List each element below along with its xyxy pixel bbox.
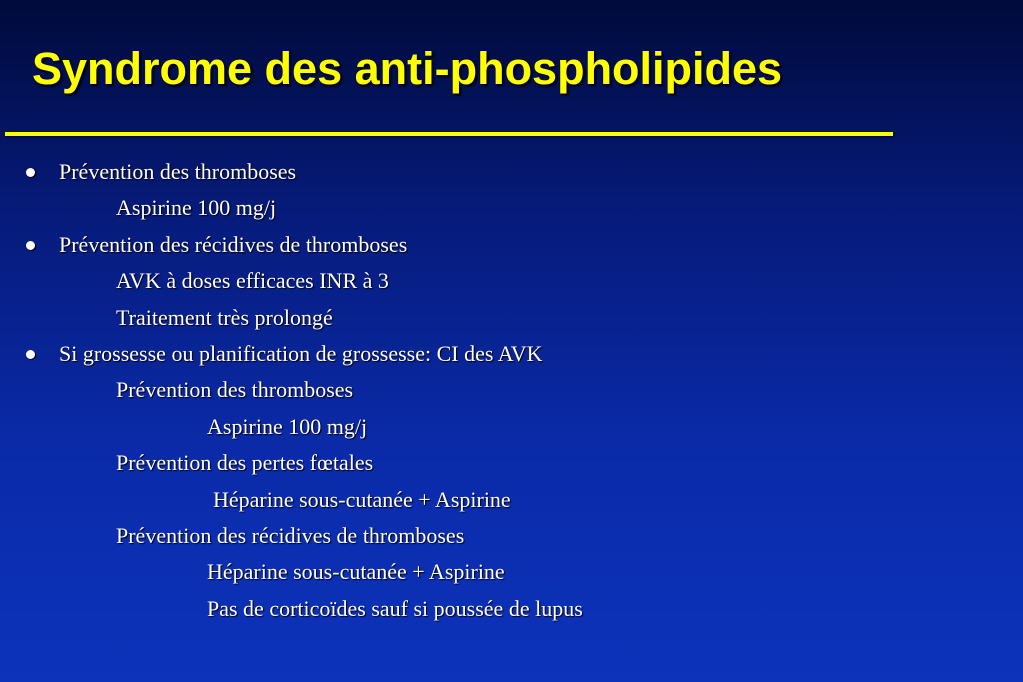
sub-item-text: Traitement très prolongé: [116, 304, 333, 330]
sub-item-text: Prévention des thromboses: [116, 377, 354, 403]
sub-sub-item: [0, 591, 1023, 627]
bullet-item: [0, 227, 1023, 263]
bullet-dot-icon: [26, 241, 35, 250]
bullet-text: Si grossesse ou planification de grossesse: CI des AVK: [59, 340, 543, 366]
sub-item-text: Prévention des pertes fœtales: [116, 450, 374, 476]
sub-sub-item-text: Héparine sous-cutanée + Aspirine: [207, 559, 505, 585]
sub-item: [0, 190, 1023, 226]
title-underline: [5, 132, 893, 136]
bullet-dot-icon: [26, 168, 35, 177]
sub-sub-item-text: Pas de corticoïdes sauf si poussée de lupus: [207, 595, 583, 621]
slide-body: [0, 154, 1023, 627]
sub-item-text: Aspirine 100 mg/j: [116, 195, 277, 221]
sub-sub-item-text: Aspirine 100 mg/j: [207, 413, 368, 439]
sub-sub-item-text: Héparine sous-cutanée + Aspirine: [213, 486, 511, 512]
sub-item: [0, 372, 1023, 408]
bullet-dot-icon: [26, 350, 35, 359]
sub-item: [0, 445, 1023, 481]
sub-item-text: Prévention des récidives de thromboses: [116, 522, 465, 548]
slide-title: Syndrome des anti-phospholipides: [32, 43, 783, 94]
sub-item-text: AVK à doses efficaces INR à 3: [116, 268, 389, 294]
sub-item: [0, 518, 1023, 554]
sub-item: [0, 300, 1023, 336]
sub-sub-item: [0, 554, 1023, 590]
bullet-text: Prévention des récidives de thromboses: [59, 231, 408, 257]
sub-sub-item: [0, 409, 1023, 445]
sub-item: [0, 263, 1023, 299]
bullet-text: Prévention des thromboses: [59, 159, 297, 184]
bullet-item: [0, 336, 1023, 372]
bullet-item: [0, 154, 1023, 190]
sub-sub-item: [0, 482, 1023, 518]
